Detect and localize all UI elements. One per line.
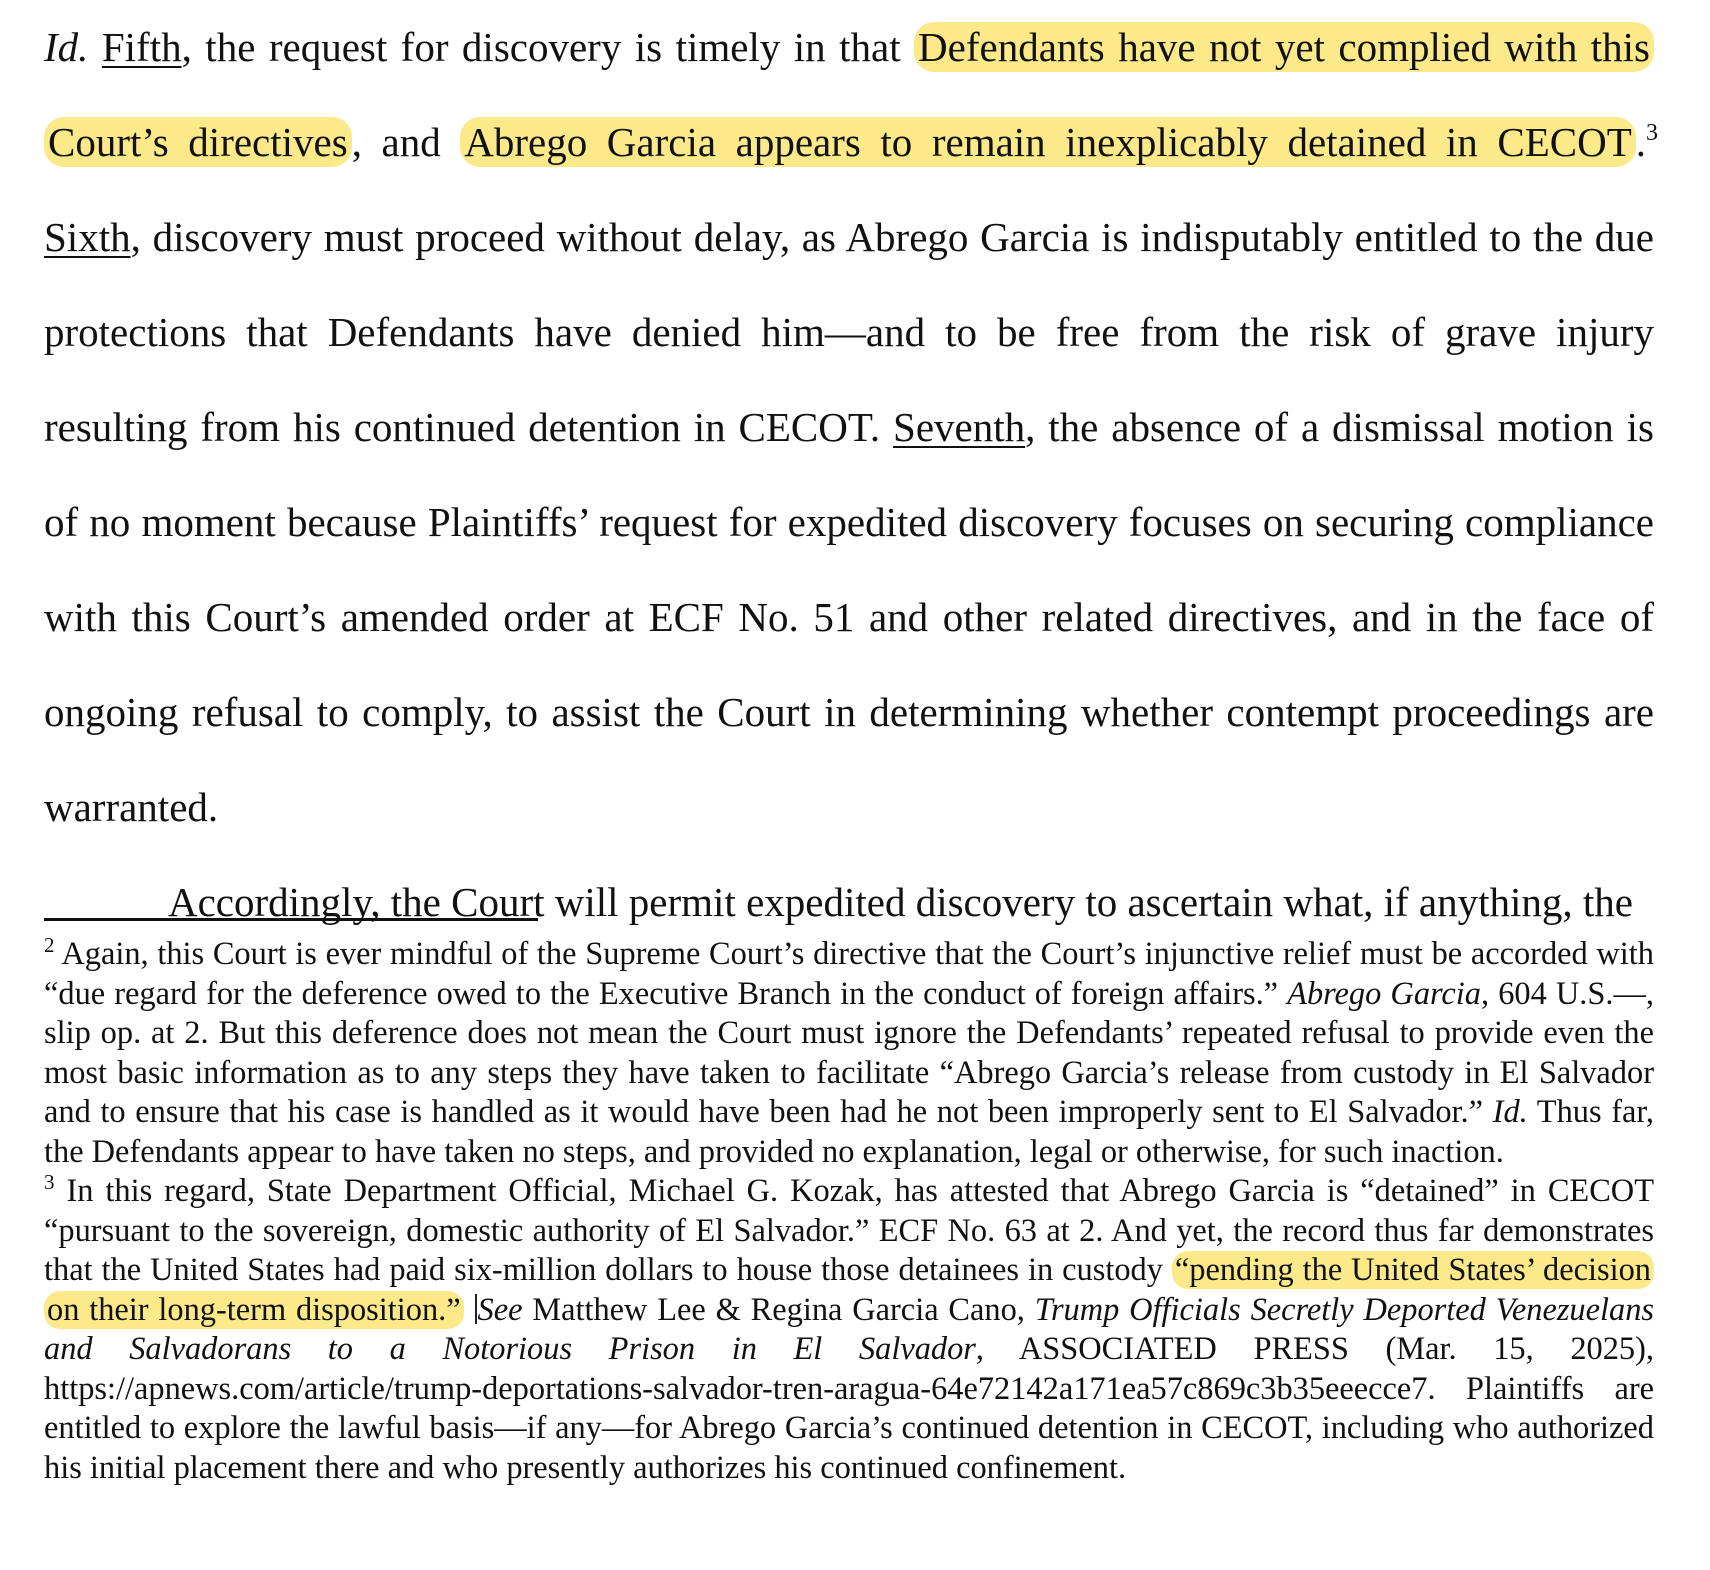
text-run: , the absence of a dismissal motion is of no moment because Plaintiffs’ request for expedited discovery focuses on securing compliance with this Court’s amended order at ECF No. 51 and other related directives, and in the face of ongoing refusal to comply, to assist the Court in determining whether contempt proceedings are warranted.: [44, 404, 1654, 830]
footnote-ref-3[interactable]: 3: [1646, 120, 1659, 146]
footnote-number: 2: [44, 933, 55, 957]
seventh-heading: Seventh: [893, 404, 1026, 450]
sixth-heading: Sixth: [44, 214, 131, 260]
text-cursor: [475, 1294, 477, 1324]
id-citation: Id.: [1492, 1094, 1528, 1130]
highlight-detention[interactable]: Abrego Garcia appears to remain inexplicably detained in CECOT: [460, 117, 1635, 167]
text-run: In this regard, State Department Official, Michael G. Kozak, has attested that Abrego Garcia is “detained” in CECOT “pursuant to the sovereign, domestic authority of El Salvador.” ECF No. 63 at 2. And yet, the record thus far demonstrates that the United States had paid six-million dollars to house those detainees in custody: [44, 1173, 1654, 1288]
text-run: Again, this Court is ever mindful of the Supreme Court’s directive that the Court’s injunctive relief must be accorded with “due regard for the deference owed to the Executive Branch in the conduct of foreign affairs.”: [44, 936, 1654, 1012]
fifth-heading: Fifth: [101, 24, 182, 70]
id-citation: Id.: [44, 24, 89, 70]
text-run: , 604 U.S.—, slip op. at 2. But this deference does not mean the Court must ignore the Defendants’ repeated refusal to provide even the most basic information as to any steps they have taken to facilitate “Abrego Garcia’s release from custody in El Salvador and to ensure that his case is handled as it would have been had he not been improperly sent to El Salvador.”: [44, 975, 1654, 1130]
highlight-compliance[interactable]: Defendants have not yet complied with this Court’s directives: [44, 22, 1654, 167]
article-title: Trump Officials Secretly Deported Venezuelans and Salvadorans to a Notorious Prison in El Salvador: [44, 1291, 1654, 1367]
text-run: Matthew Lee & Regina Garcia Cano,: [522, 1291, 1035, 1328]
text-run: , discovery must proceed without delay, as Abrego Garcia is indisputably entitled to the due protections that Defendants have denied him—and to be free from the risk of grave injury resulting from his continued detention in CECOT.: [44, 214, 1654, 450]
text-run: , ASSOCIATED PRESS (Mar. 15, 2025), https://apnews.com/article/trump-deportations-salvador-tren-aragua-64e72142a171ea57c869c3b35eeecce7. Plaintiffs are entitled to explore the lawful basis—if any—for Abrego Garcia’s continued detention in CECOT, including who authorized his initial placement there and who presently authorizes his continued confinement.: [44, 1331, 1654, 1486]
text-run: [464, 1292, 474, 1328]
paragraph-1: [44, 0, 1659, 855]
paragraph-2: Accordingly, the Court will permit expedited discovery to ascertain what, if anything, the: [168, 879, 1633, 925]
text-run: Thus far, the Defendants appear to have taken no steps, and provided no explanation, legal or otherwise, for such inaction.: [44, 1094, 1654, 1170]
footnote-number: 3: [44, 1170, 55, 1194]
text-run: , and: [351, 119, 461, 165]
footnote-2: [44, 935, 1654, 1172]
case-citation: Abrego Garcia: [1287, 975, 1481, 1012]
see-signal: See: [477, 1291, 523, 1328]
highlight-pending-disposition[interactable]: “pending the United States’ decision on their long-term disposition.”: [44, 1251, 1654, 1329]
footnote-3: [44, 1172, 1654, 1488]
footnotes: [44, 935, 1654, 1488]
footnote-separator: [44, 918, 538, 921]
text-run: , the request for discovery is timely in that: [181, 24, 915, 70]
main-body: [44, 0, 1659, 950]
text-run: .: [1635, 119, 1647, 165]
